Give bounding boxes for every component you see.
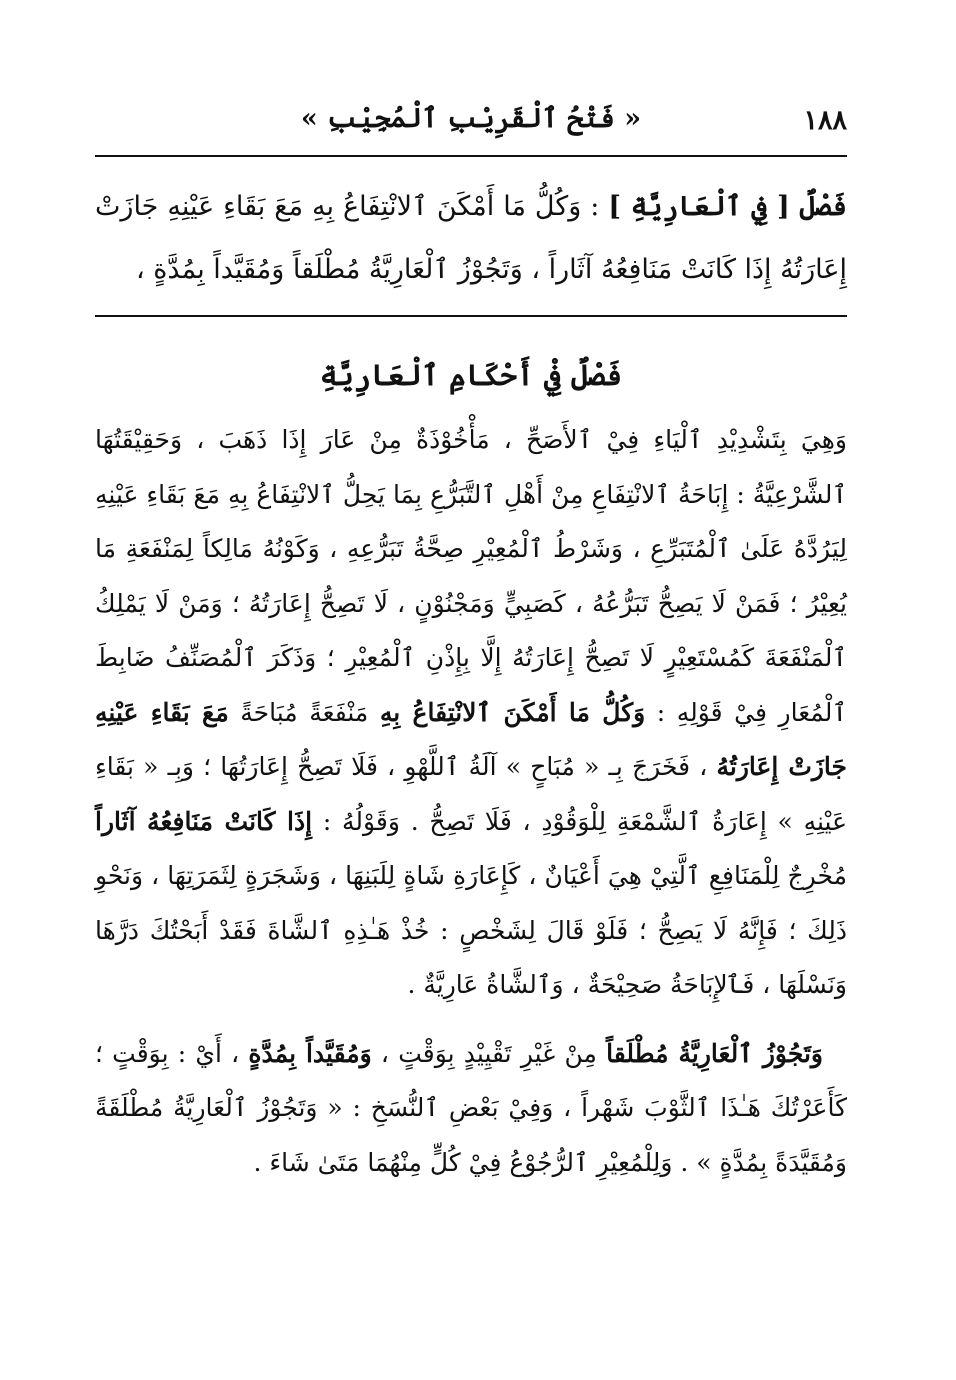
sharh-text: ، أَيْ : بِوَقْتٍ ؛ كَأَعَرْتُكَ هَـٰذَا ٱلثَّوْبَ شَهْراً ، وَفِيْ بَعْضِ ٱلنُّسَخِ : « وَتَجُوْزُ ٱلْعَارِيَّةُ مُطْلَقَةً وَمُقَيَّدَةً بِمُدَّةٍ » . وَلِلْمُعِيْرِ ٱلرُّجُوْعُ فِيْ كُلٍّ مِنْهُمَا مَتَىٰ شَاءَ . bbox=[95, 1038, 847, 1177]
page-number: ١٨٨ bbox=[803, 105, 847, 136]
sharh-text: مُخْرِجٌ لِلْمَنَافِعِ ٱلَّتِيْ هِيَ أَعْيَانٌ ، كَإِعَارَةِ شَاةٍ لِلَبَنِهَا ، وَشَجَرَةٍ لِثَمَرَتِهَا ، وَنَحْوِ ذَلِكَ ؛ فَإِنَّهُ لَا يَصِحُّ ؛ فَلَوْ قَالَ لِشَخْصٍ : خُذْ هَـٰذِهِ ٱلشَّاةَ فَقَدْ أَبَحْتُكَ دَرَّهَا وَنَسْلَهَا ، فَٱلإِبَاحَةُ صَحِيْحَةٌ ، وَٱلشَّاةُ عَارِيَّةٌ . bbox=[95, 861, 847, 999]
matn-quote: وَمُقَيَّداً بِمُدَّةٍ bbox=[248, 1038, 372, 1068]
sharh-text: مَنْفَعَةً مُبَاحَةً bbox=[228, 697, 380, 727]
sharh-paragraph-2 bbox=[95, 1027, 847, 1191]
running-title: « فَتْحُ ٱلْقَرِيْبِ ٱلْمُجِيْبِ » bbox=[300, 103, 642, 134]
page-header bbox=[95, 95, 847, 153]
matn-quote: إِذَا كَانَتْ مَنَافِعُهُ آثَاراً bbox=[95, 806, 313, 836]
matn-text bbox=[95, 175, 847, 301]
sharh-text: وَهِيَ بِتَشْدِيْدِ ٱلْيَاءِ فِيْ ٱلأَصَحِّ ، مَأْخُوْذَةٌ مِنْ عَارَ إِذَا ذَهَبَ ، وَحَقِيْقَتُهَا ٱلشَّرْعِيَّةُ : إِبَاحَةُ ٱلانْتِفَاعِ مِنْ أَهْلِ ٱلتَّبَرُّعِ بِمَا يَحِلُّ ٱلانْتِفَاعُ بِهِ مَعَ بَقَاءِ عَيْنِهِ لِيَرُدَّهُ عَلَىٰ ٱلْمُتَبَرِّعِ ، وَشَرْطُ ٱلْمُعِيْرِ صِحَّةُ تَبَرُّعِهِ ، وَكَوْنُهُ مَالِكاً لِمَنْفَعَةِ مَا يُعِيْرُ ؛ فَمَنْ لَا يَصِحُّ تَبَرُّعُهُ ، كَصَبِيٍّ وَمَجْنُوْنٍ ، لَا تَصِحُّ إِعَارَتُهُ ؛ وَمَنْ لَا يَمْلِكُ ٱلْمَنْفَعَةَ كَمُسْتَعِيْرٍ لَا تَصِحُّ إِعَارَتُهُ إِلَّا بِإِذْنِ ٱلْمُعِيْرِ ؛ وَذَكَرَ ٱلْمُصَنِّفُ ضَابِطَ ٱلْمُعَارِ فِيْ قَوْلِهِ : bbox=[95, 425, 847, 727]
header-rule bbox=[95, 155, 847, 157]
sharh-paragraph-1 bbox=[95, 413, 847, 1013]
matn-quote: وَكُلُّ مَا أَمْكَنَ ٱلانْتِفَاعُ بِهِ bbox=[379, 697, 646, 727]
sharh-text: ، فَخَرَجَ بِـ « مُبَاحٍ » آلَةُ ٱللَّهْوِ ، فَلَا تَصِحُّ إِعَارَتُهَا ؛ وَبِـ « بَقَاءِ عَيْنِهِ » إِعَارَةُ ٱلشَّمْعَةِ لِلْوَقُوْدِ ، فَلَا تَصِحُّ . وَقَوْلُهُ : bbox=[95, 752, 847, 836]
book-page bbox=[95, 95, 847, 1355]
matn-quote: وَتَجُوْزُ ٱلْعَارِيَّةُ مُطْلَقاً bbox=[606, 1038, 823, 1068]
matn-body: : وَكُلُّ مَا أَمْكَنَ ٱلانْتِفَاعُ بِهِ مَعَ بَقَاءِ عَيْنِهِ جَازَتْ إِعَارَتُهُ إِذَا كَانَتْ مَنَافِعُهُ آثَاراً ، وَتَجُوْزُ ٱلْعَارِيَّةُ مُطْلَقاً وَمُقَيَّداً بِمُدَّةٍ ، bbox=[95, 191, 847, 285]
section-heading: فَصْلٌ فِيْ أَحْكَامِ ٱلْعَارِيَّةِ bbox=[319, 358, 623, 392]
sharh-text: مِنْ غَيْرِ تَقْيِيْدٍ بِوَقْتٍ ، bbox=[371, 1038, 607, 1068]
matn-quote: مَعَ بَقَاءِ عَيْنِهِ جَازَتْ إِعَارَتُهُ bbox=[95, 697, 848, 781]
matn-separator-rule bbox=[95, 315, 847, 317]
matn-title: فَصْلٌ [ فِي ٱلْعَارِيَّةِ ] bbox=[608, 191, 847, 222]
sharh-commentary bbox=[95, 413, 847, 1190]
